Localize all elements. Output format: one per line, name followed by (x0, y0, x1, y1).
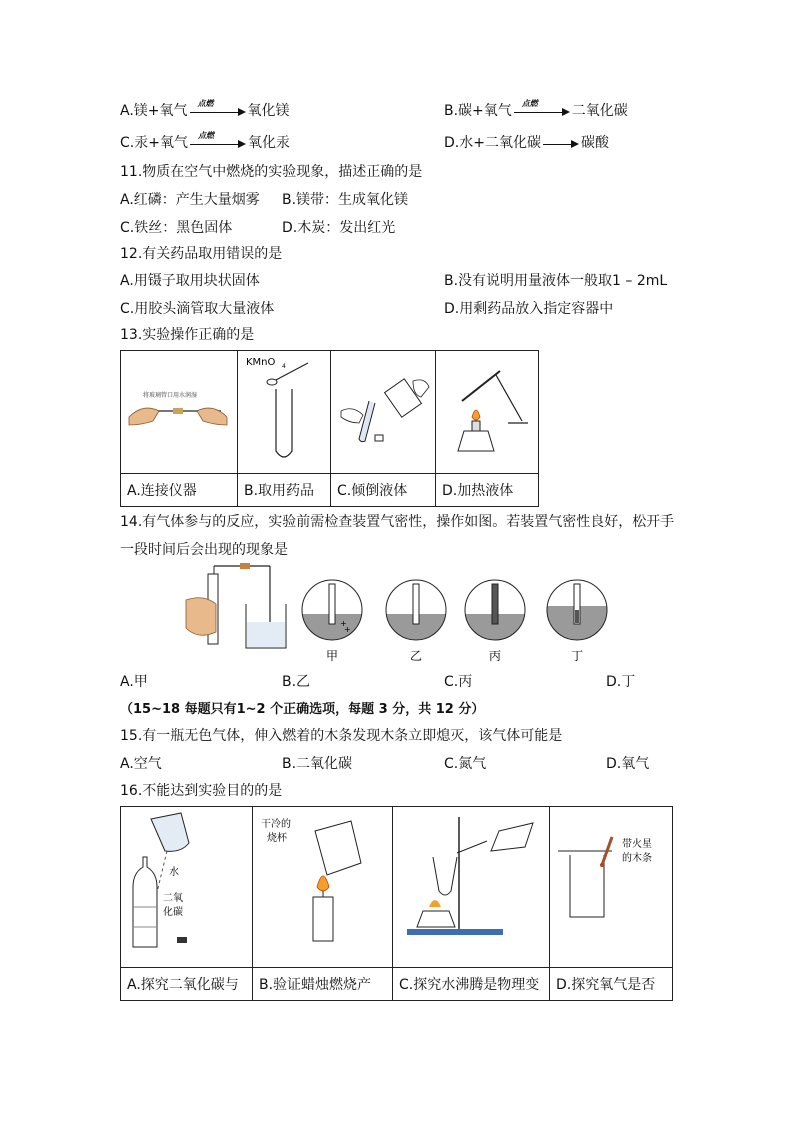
q12-stem: 12.有关药品取用错误的是 (120, 246, 283, 262)
svg-text:+: + (344, 625, 351, 634)
q12-option-d: D.用剩药品放入指定容器中 (444, 301, 614, 317)
svg-text:丙: 丙 (488, 649, 502, 663)
option-jia-diagram (302, 580, 362, 644)
svg-text:二氧: 二氧 (163, 893, 183, 904)
q13-caption-b: B.取用药品 (238, 474, 331, 507)
q10-option-c: C.汞+氧气 点燃 氧化汞 (120, 131, 290, 151)
svg-text:KMnO: KMnO (246, 357, 276, 368)
q14-option-a: A.甲 (120, 674, 148, 690)
q12-option-a: A.用镊子取用块状固体 (120, 273, 260, 289)
q11-option-d: D.木炭：发出红光 (282, 220, 396, 236)
svg-text:4: 4 (282, 363, 286, 370)
flask-heating-illustration (393, 807, 549, 963)
reaction-arrow-icon (543, 136, 579, 150)
heating-test-tube-illustration (436, 351, 538, 469)
option-ding-diagram (547, 580, 607, 646)
test-tube-with-spoon-illustration (238, 351, 330, 469)
q14-stem-line1: 14.有气体参与的反应，实验前需检查装置气密性，操作如图。若装置气密性良好，松开手 (120, 514, 675, 530)
q13-figure-b (238, 351, 331, 474)
q11-option-a: A.红磷：产生大量烟雾 (120, 192, 260, 208)
pouring-liquid-illustration (331, 351, 435, 469)
svg-text:化碳: 化碳 (163, 907, 183, 918)
svg-text:的木条: 的木条 (622, 853, 652, 864)
bottle-co2-water-illustration (121, 807, 252, 963)
svg-text:将玻璃管口用水润湿: 将玻璃管口用水润湿 (143, 392, 198, 399)
q11-option-c: C.铁丝：黑色固体 (120, 220, 233, 236)
q16-figure-table (120, 806, 673, 1001)
q16-caption-a: A.探究二氧化碳与 (121, 968, 253, 1001)
glowing-splint-bottle-illustration (550, 807, 672, 963)
q15-option-c: C.氮气 (444, 756, 487, 772)
q16-caption-d: D.探究氧气是否 (550, 968, 673, 1001)
q15-option-a: A.空气 (120, 756, 162, 772)
option-bing-diagram (465, 580, 525, 644)
svg-text:甲: 甲 (325, 649, 339, 663)
q10-option-b: B.碳+氧气 点燃 二氧化碳 (444, 99, 628, 119)
q16-figure-b (253, 807, 393, 968)
section-instructions: （15~18 每题只有1~2 个正确选项，每题 3 分，共 12 分） (120, 702, 485, 717)
q16-figure-c (393, 807, 550, 968)
q14-option-b: B.乙 (282, 674, 311, 690)
q11-option-b: B.镁带：生成氧化镁 (282, 192, 409, 208)
q14-apparatus-figure (180, 560, 630, 665)
q13-stem: 13.实验操作正确的是 (120, 327, 255, 343)
q12-option-b: B.没有说明用量液体一般取1 – 2mL (444, 273, 668, 289)
q15-option-b: B.二氧化碳 (282, 756, 353, 772)
svg-text:干冷的: 干冷的 (261, 819, 291, 830)
q12-option-c: C.用胶头滴管取大量液体 (120, 301, 275, 317)
q15-option-d: D.氧气 (606, 756, 650, 772)
q13-figure-a (121, 351, 238, 474)
q10-option-d: D.水+二氧化碳 碳酸 (444, 135, 609, 151)
q10-option-a: A.镁+氧气 点燃 氧化镁 (120, 99, 290, 119)
q11-stem: 11.物质在空气中燃烧的实验现象，描述正确的是 (120, 164, 423, 180)
q14-stem-line2: 一段时间后会出现的现象是 (120, 542, 288, 558)
connect-tubes-illustration (121, 351, 237, 469)
q15-stem: 15.有一瓶无色气体，伸入燃着的木条发现木条立即熄灭，该气体可能是 (120, 728, 563, 744)
svg-text:乙: 乙 (409, 649, 423, 663)
svg-text:丁: 丁 (570, 649, 584, 663)
q14-option-d: D.丁 (606, 674, 636, 690)
q13-caption-d: D.加热液体 (436, 474, 539, 507)
q16-caption-c: C.探究水沸腾是物理变 (393, 968, 550, 1001)
q13-caption-c: C.倾倒液体 (331, 474, 436, 507)
q14-option-c: C.丙 (444, 674, 473, 690)
svg-text:带火星: 带火星 (622, 839, 652, 850)
q16-caption-b: B.验证蜡烛燃烧产 (253, 968, 393, 1001)
svg-text:烧杯: 烧杯 (267, 833, 287, 844)
q13-figure-d (436, 351, 539, 474)
svg-text:水: 水 (169, 867, 179, 878)
q13-figure-c (331, 351, 436, 474)
q16-stem: 16.不能达到实验目的的是 (120, 783, 283, 799)
airtightness-apparatus-illustration (186, 563, 286, 648)
reaction-arrow-icon: 点燃 (514, 104, 570, 118)
option-yi-diagram (386, 580, 446, 644)
q13-figure-table (120, 350, 539, 507)
svg-text:+: + (340, 619, 347, 628)
reaction-arrow-icon: 点燃 (190, 104, 246, 118)
candle-beaker-illustration (253, 807, 392, 963)
q13-caption-a: A.连接仪器 (121, 474, 238, 507)
reaction-arrow-icon: 点燃 (190, 136, 246, 150)
q16-figure-a (121, 807, 253, 968)
q16-figure-d (550, 807, 673, 968)
